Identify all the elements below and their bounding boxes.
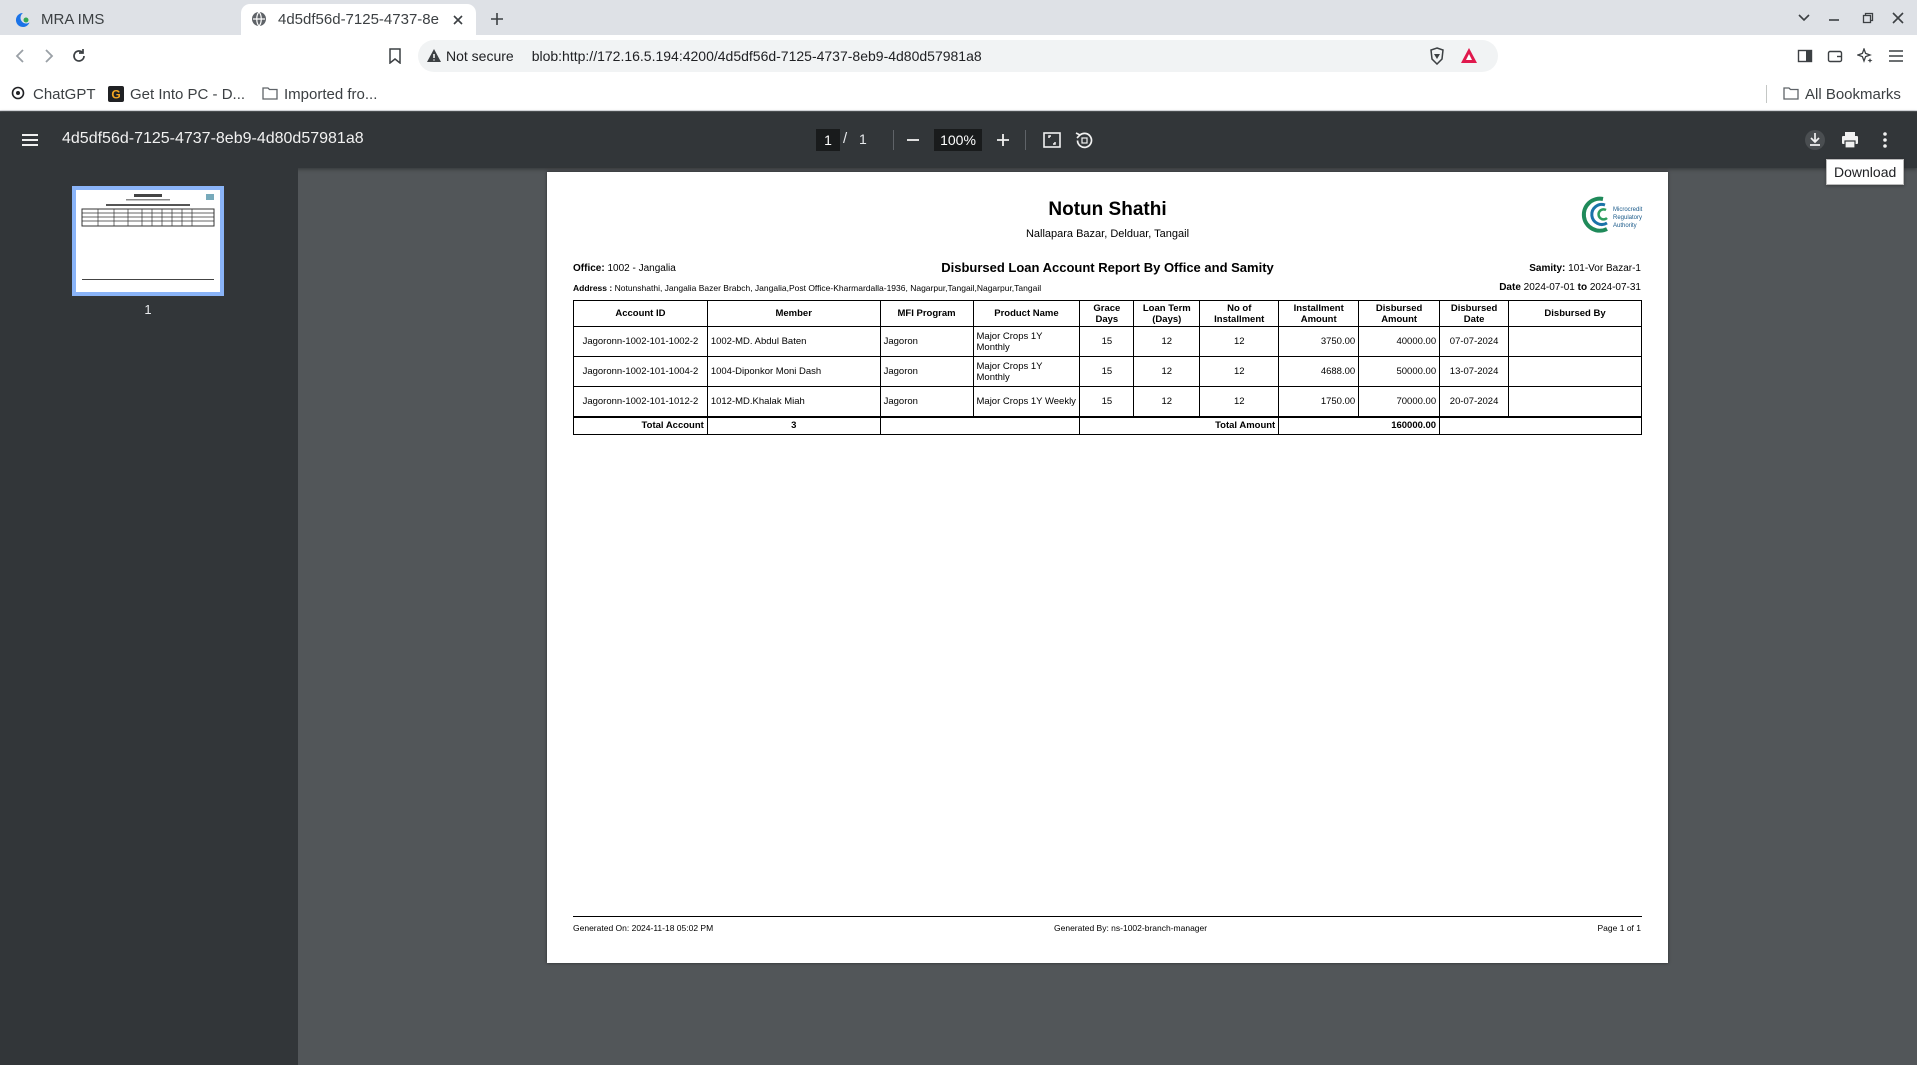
date-label: Date <box>1499 282 1521 293</box>
forward-arrow-icon[interactable] <box>37 44 61 68</box>
tab-title: 4d5df56d-7125-4737-8e <box>278 11 439 28</box>
disbursed-by-cell <box>1509 327 1642 357</box>
samity-label: Samity: <box>1529 263 1566 274</box>
tab-mra-ims[interactable] <box>8 4 238 35</box>
download-tooltip: Download <box>1826 159 1904 185</box>
warning-icon <box>426 48 442 64</box>
minimize-icon[interactable] <box>1822 6 1846 30</box>
date-from: 2024-07-01 <box>1523 282 1575 293</box>
pdf-thumbnail-sidebar <box>0 168 298 1065</box>
toolbar-divider <box>1025 130 1026 150</box>
total-amount-label: Total Amount <box>1080 417 1279 435</box>
member-cell: 1012-MD.Khalak Miah <box>707 387 880 417</box>
column-header: Disbursed By <box>1509 301 1642 327</box>
grace-days-cell: 15 <box>1080 327 1134 357</box>
pdf-document-title: 4d5df56d-7125-4737-8eb9-4d80d57981a8 <box>62 130 364 147</box>
bookmarks-divider <box>1766 85 1767 103</box>
download-icon[interactable] <box>1803 128 1827 152</box>
address-bar[interactable] <box>418 40 1498 72</box>
wallet-icon[interactable] <box>1823 44 1847 68</box>
grace-days-cell: 15 <box>1080 357 1134 387</box>
folder-icon <box>262 86 278 102</box>
samity-value: 101-Vor Bazar-1 <box>1568 263 1641 274</box>
program-cell: Jagoron <box>880 387 973 417</box>
address-info <box>573 283 1041 293</box>
more-options-icon[interactable] <box>1873 128 1897 152</box>
bookmark-chatgpt[interactable] <box>11 83 96 105</box>
installment-amount-cell: 4688.00 <box>1279 357 1359 387</box>
bookmark-label: ChatGPT <box>33 85 96 103</box>
table-header-row <box>574 301 1642 327</box>
pdf-page <box>547 172 1668 963</box>
reload-icon[interactable] <box>67 44 91 68</box>
member-cell: 1002-MD. Abdul Baten <box>707 327 880 357</box>
total-amount-value: 160000.00 <box>1279 417 1440 435</box>
disbursed-by-cell <box>1509 357 1642 387</box>
table-row <box>574 327 1642 357</box>
folder-icon <box>1783 86 1799 102</box>
new-tab-button[interactable] <box>485 7 509 31</box>
bookmark-label: Imported fro... <box>284 85 378 103</box>
program-cell: Jagoron <box>880 357 973 387</box>
date-to: 2024-07-31 <box>1589 282 1641 293</box>
brave-rewards-icon[interactable] <box>1460 47 1478 65</box>
column-header: Grace Days <box>1080 301 1134 327</box>
account-id-cell: Jagoronn-1002-101-1004-2 <box>574 357 708 387</box>
tab-title: MRA IMS <box>41 11 105 28</box>
svg-text:Authority: Authority <box>1613 223 1637 229</box>
tab-search-chevron-icon[interactable] <box>1792 6 1816 30</box>
total-account-label: Total Account <box>574 417 708 435</box>
back-arrow-icon[interactable] <box>8 44 32 68</box>
installment-amount-cell: 1750.00 <box>1279 387 1359 417</box>
bookmark-label: Get Into PC - D... <box>130 85 246 103</box>
product-cell: Major Crops 1Y Monthly <box>973 357 1080 387</box>
browser-toolbar <box>0 35 1917 77</box>
column-header: No of Installment <box>1200 301 1279 327</box>
mra-logo <box>1581 195 1645 239</box>
svg-text:G: G <box>111 87 121 102</box>
empty-cell <box>880 417 1080 435</box>
all-bookmarks[interactable] <box>1783 83 1901 105</box>
footer-generated-on: Generated On: 2024-11-18 05:02 PM <box>573 923 714 933</box>
page-thumbnail[interactable] <box>72 186 224 296</box>
chatgpt-icon <box>11 86 27 102</box>
footer-page-number: Page 1 of 1 <box>1597 923 1641 933</box>
leo-ai-icon[interactable] <box>1853 44 1877 68</box>
installments-cell: 12 <box>1200 327 1279 357</box>
thumbnail-page-number: 1 <box>144 302 152 317</box>
column-header: Account ID <box>574 301 708 327</box>
bookmark-getintopc[interactable] <box>108 83 245 105</box>
date-range <box>1499 282 1641 293</box>
disbursed-loan-table <box>573 300 1642 435</box>
date-to-label: to <box>1577 282 1588 293</box>
zoom-level-input[interactable]: 100% <box>934 129 982 151</box>
globe-icon <box>251 11 269 29</box>
close-tab-icon[interactable] <box>446 8 470 32</box>
total-pages: 1 <box>859 131 867 147</box>
office-value: 1002 - Jangalia <box>607 263 676 274</box>
office-label: Office: <box>573 263 605 274</box>
program-cell: Jagoron <box>880 327 973 357</box>
footer-generated-by: Generated By: ns-1002-branch-manager <box>1054 923 1208 933</box>
table-row <box>574 387 1642 417</box>
loan-term-cell: 12 <box>1134 357 1200 387</box>
disbursed-amount-cell: 50000.00 <box>1359 357 1440 387</box>
disbursed-by-cell <box>1509 387 1642 417</box>
org-name: Notun Shathi <box>1048 199 1167 220</box>
account-id-cell: Jagoronn-1002-101-1012-2 <box>574 387 708 417</box>
disbursed-amount-cell: 40000.00 <box>1359 327 1440 357</box>
product-cell: Major Crops 1Y Monthly <box>973 327 1080 357</box>
disbursed-amount-cell: 70000.00 <box>1359 387 1440 417</box>
address-label: Address : <box>573 283 613 293</box>
address-value: Notunshathi, Jangalia Bazer Brabch, Jangalia,Post Office-Kharmardalla-1936, Nagarpur,Tangail,Nagarpur,Tangail <box>614 283 1042 293</box>
current-page-input[interactable]: 1 <box>816 129 840 151</box>
restore-icon[interactable] <box>1856 6 1880 30</box>
column-header: Member <box>707 301 880 327</box>
sidebar-toggle-icon[interactable] <box>1793 44 1817 68</box>
total-account-value: 3 <box>707 417 880 435</box>
org-address: Nallapara Bazar, Delduar, Tangail <box>1025 228 1190 240</box>
svg-text:Regulatory: Regulatory <box>1613 215 1643 221</box>
rotate-icon[interactable] <box>1072 128 1096 152</box>
samity-info <box>1529 263 1641 274</box>
bookmark-icon[interactable] <box>383 44 407 68</box>
print-icon[interactable] <box>1838 128 1862 152</box>
grace-days-cell: 15 <box>1080 387 1134 417</box>
toolbar-divider <box>893 130 894 150</box>
column-header: Product Name <box>973 301 1080 327</box>
column-header: Disbursed Amount <box>1359 301 1440 327</box>
product-cell: Major Crops 1Y Weekly <box>973 387 1080 417</box>
url-text[interactable]: blob:http://172.16.5.194:4200/4d5df56d-7125-4737-8eb9-4d80d57981a8 <box>531 48 982 64</box>
mra-favicon-icon <box>14 11 32 29</box>
disbursed-date-cell: 20-07-2024 <box>1440 387 1509 417</box>
pdf-toolbar <box>0 112 1917 168</box>
zoom-out-icon[interactable] <box>901 128 925 152</box>
column-header: Disbursed Date <box>1440 301 1509 327</box>
brave-shields-icon[interactable] <box>1428 47 1446 65</box>
browser-menu-icon[interactable] <box>1884 44 1908 68</box>
table-total-row <box>574 417 1642 435</box>
table-row <box>574 357 1642 387</box>
close-window-icon[interactable] <box>1886 6 1910 30</box>
installments-cell: 12 <box>1200 387 1279 417</box>
svg-text:Microcredit: Microcredit <box>1613 207 1643 213</box>
bookmarks-bar <box>0 77 1917 111</box>
empty-cell <box>1440 417 1642 435</box>
report-title: Disbursed Loan Account Report By Office and Samity <box>941 260 1274 275</box>
footer-divider <box>573 916 1642 917</box>
column-header: MFI Program <box>880 301 973 327</box>
zoom-in-icon[interactable] <box>991 128 1015 152</box>
member-cell: 1004-Diponkor Moni Dash <box>707 357 880 387</box>
loan-term-cell: 12 <box>1134 327 1200 357</box>
installment-amount-cell: 3750.00 <box>1279 327 1359 357</box>
page-separator: / <box>843 130 848 147</box>
fit-to-page-icon[interactable] <box>1040 128 1064 152</box>
disbursed-date-cell: 07-07-2024 <box>1440 327 1509 357</box>
column-header: Loan Term (Days) <box>1134 301 1200 327</box>
account-id-cell: Jagoronn-1002-101-1002-2 <box>574 327 708 357</box>
tab-pdf-blob[interactable] <box>241 4 476 35</box>
disbursed-date-cell: 13-07-2024 <box>1440 357 1509 387</box>
all-bookmarks-label: All Bookmarks <box>1805 85 1901 103</box>
installments-cell: 12 <box>1200 357 1279 387</box>
column-header: Installment Amount <box>1279 301 1359 327</box>
hamburger-menu-icon[interactable] <box>18 128 42 152</box>
loan-term-cell: 12 <box>1134 387 1200 417</box>
tab-strip <box>0 0 1917 35</box>
bookmark-imported[interactable] <box>262 83 377 105</box>
security-label[interactable]: Not secure <box>446 48 514 64</box>
getintopc-icon <box>108 86 124 102</box>
